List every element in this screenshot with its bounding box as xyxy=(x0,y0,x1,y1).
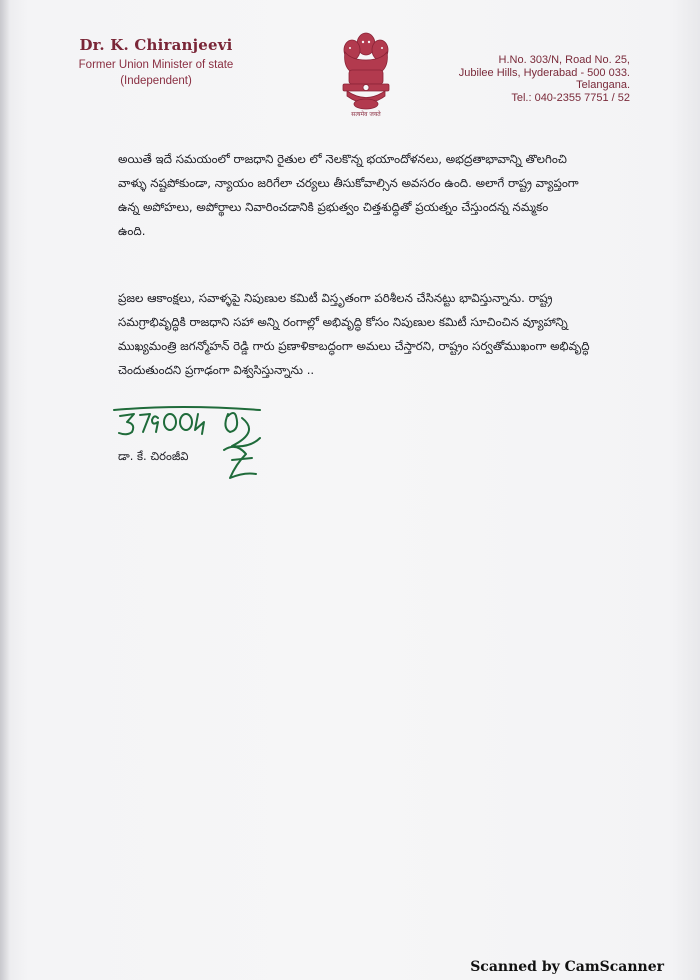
national-emblem-icon xyxy=(331,30,401,122)
address-line: Telangana. xyxy=(576,79,630,91)
sender-title: Former Union Minister of state xyxy=(78,59,234,71)
address-line: Jubilee Hills, Hyderabad - 500 033. xyxy=(458,66,630,79)
letterhead-address xyxy=(459,54,630,104)
address-line: H.No. 303/N, Road No. 25, xyxy=(498,54,630,66)
paragraph-1 xyxy=(118,147,613,243)
text-line: ఉన్న అపోహలు, అపోర్థాలు నివారించడానికి ప్రభుత్వం చిత్తశుద్ధితో ప్రయత్నం చేస్తుందన్న నమ్మకం xyxy=(118,200,549,214)
text-line: ముఖ్యమంత్రి జగన్మోహన్ రెడ్డి గారు ప్రణాళికాబద్ధంగా అమలు చేస్తారని, రాష్ట్రం సర్వతోముఖంగా అభివృద్ధి xyxy=(118,339,590,353)
letterhead-sender xyxy=(56,36,256,87)
text-line: చెందుతుందని ప్రగాఢంగా విశ్వసిస్తున్నాను .. xyxy=(118,363,315,377)
text-line: వాళ్ళు నష్టపోకుండా, న్యాయం జరిగేలా చర్యలు తీసుకోవాల్సిన అవసరం ఉంది. అలాగే రాష్ట్ర వ్యాప్తంగా xyxy=(118,176,579,190)
paragraph-2 xyxy=(118,286,613,382)
camscanner-watermark: Scanned by CamScanner xyxy=(470,959,664,975)
sender-name: Dr. K. Chiranjeevi xyxy=(79,36,233,54)
text-line: ప్రజల ఆకాంక్షలు, సవాళ్ళపై నిపుణుల కమిటీ విస్తృతంగా పరిశీలన చేసినట్టు భావిస్తున్నాను. రాష్ట్ర xyxy=(118,291,553,305)
signed-name: డా. కే. చిరంజీవి xyxy=(118,449,189,463)
text-line: ఉంది. xyxy=(118,224,146,238)
emblem-motto: सत्यमेव जयते xyxy=(351,111,381,118)
text-line: సమగ్రాభివృద్ధికి రాజధాని సహా అన్ని రంగాల్లో అభివృద్ధి కోసం నిపుణుల కమిటీ సూచించిన వ్యూహాన్ని xyxy=(118,315,568,329)
text-line: అయితే ఇదే సమయంలో రాజధాని రైతుల లో నెలకొన్న భయాందోళనలు, అభద్రతాభావాన్ని తొలగించి xyxy=(118,152,567,166)
address-phone: Tel.: 040-2355 7751 / 52 xyxy=(511,91,630,104)
handwritten-signature xyxy=(110,402,300,492)
sender-affiliation: (Independent) xyxy=(120,75,192,87)
scan-edge-shadow xyxy=(0,0,10,980)
